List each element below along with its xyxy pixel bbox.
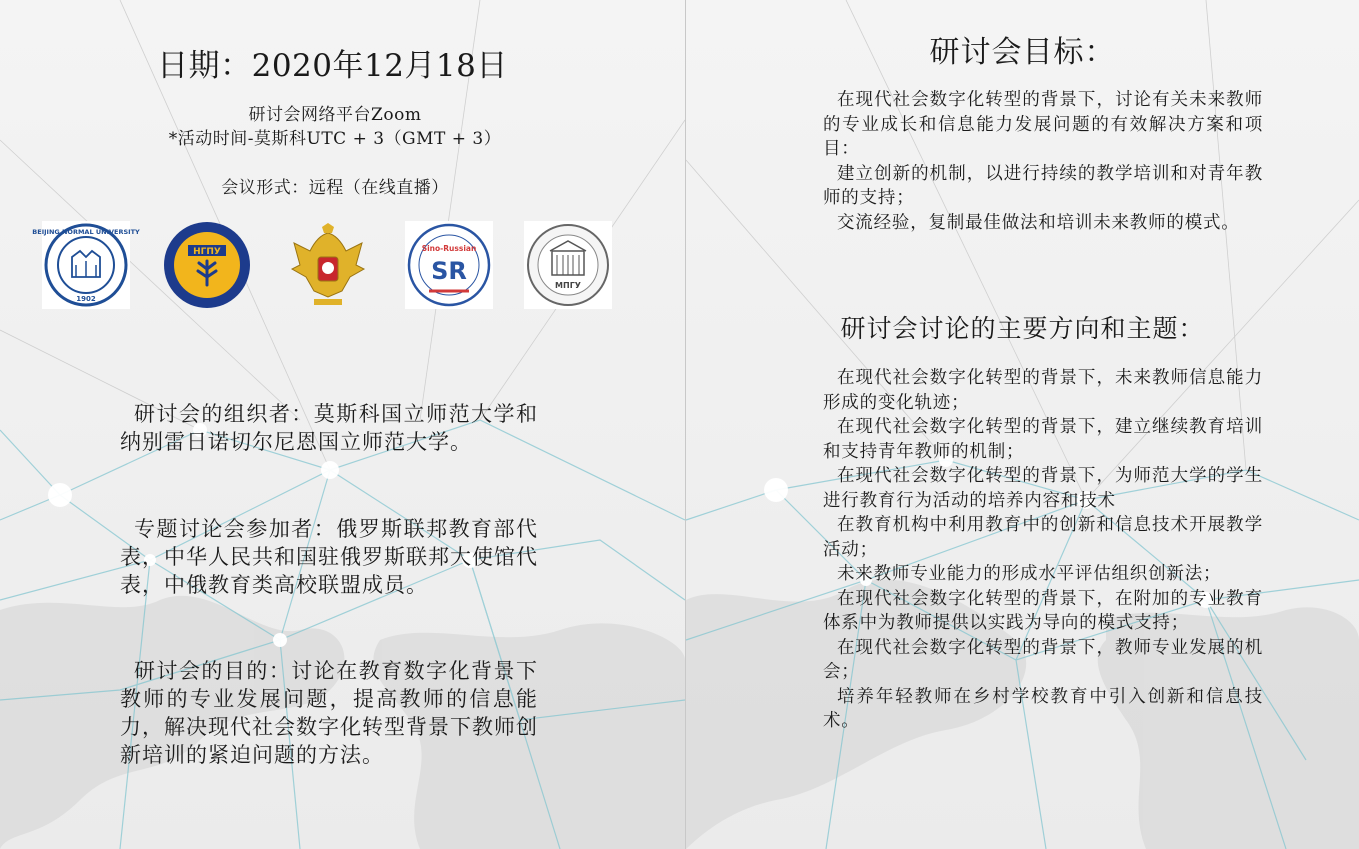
goal-item: 交流经验，复制最佳做法和培训未来教师的模式。 (837, 212, 1240, 233)
sino-russian-logo-label: Sino-Russian (421, 244, 477, 253)
mpgu-logo-text: МПГУ (555, 281, 581, 290)
right-page (686, 0, 1359, 849)
goals-heading: 研讨会目标： (929, 35, 1116, 70)
topic-item: 在现代社会数字化转型的背景下，未来教师信息能力形成的变化轨迹； (823, 368, 1263, 413)
mpgu-logo (524, 221, 612, 309)
platform-line: 研讨会网络平台Zoom (248, 105, 422, 125)
topic-item: 在现代社会数字化转型的背景下，为师范大学的学生进行教育行为活动的培养内容和技术 (823, 466, 1263, 511)
purpose-paragraph: 研讨会的目的：讨论在教育数字化背景下教师的专业发展问题，提高教师的信息能力，解决现代社会数字化转型背景下教师创新培训的紧迫问题的方法。 (120, 659, 538, 767)
sino-russian-logo-mark: SR (431, 257, 467, 285)
goals-list (823, 88, 1263, 235)
ngpu-logo (163, 221, 251, 309)
goal-item: 在现代社会数字化转型的背景下，讨论有关未来教师的专业成长和信息能力发展问题的有效解决方案和项目： (823, 90, 1263, 159)
logo-row (32, 221, 612, 311)
participants-paragraph: 专题讨论会参加者：俄罗斯联邦教育部代表，中华人民共和国驻俄罗斯联邦大使馆代表，中俄教育类高校联盟成员。 (120, 517, 538, 597)
ngpu-logo-text: НГПУ (193, 247, 221, 257)
topic-item: 培养年轻教师在乡村学校教育中引入创新和信息技术。 (823, 686, 1263, 731)
time-note: *活动时间-莫斯科UTC + 3（GMT + 3） (168, 129, 502, 149)
topics-heading: 研讨会讨论的主要方向和主题： (840, 314, 1205, 343)
organizers-paragraph: 研讨会的组织者：莫斯科国立师范大学和纳别雷日诺切尔尼恩国立师范大学。 (120, 402, 538, 454)
sino-russian-logo (405, 221, 493, 309)
format-line: 会议形式：远程（在线直播） (221, 178, 449, 198)
topics-list (823, 366, 1263, 734)
topic-item: 在现代社会数字化转型的背景下，教师专业发展的机会； (823, 637, 1263, 682)
date-title: 日期：2020年12月18日 (157, 48, 508, 84)
goal-item: 建立创新的机制，以进行持续的教学培训和对青年教师的支持； (823, 163, 1263, 208)
bnu-logo-text: BEIJING NORMAL UNIVERSITY (32, 228, 140, 236)
topic-item: 未来教师专业能力的形成水平评估组织创新法； (837, 564, 1222, 584)
topic-item: 在现代社会数字化转型的背景下，建立继续教育培训和支持青年教师的机制； (823, 417, 1263, 462)
beijing-normal-university-logo (32, 221, 140, 309)
russian-coat-of-arms-logo (284, 221, 372, 309)
topic-item: 在教育机构中利用教育中的创新和信息技术开展教学活动； (823, 515, 1263, 560)
bnu-logo-year: 1902 (76, 295, 96, 303)
topic-item: 在现代社会数字化转型的背景下，在附加的专业教育体系中为教师提供以实践为导向的模式支持； (823, 588, 1263, 633)
